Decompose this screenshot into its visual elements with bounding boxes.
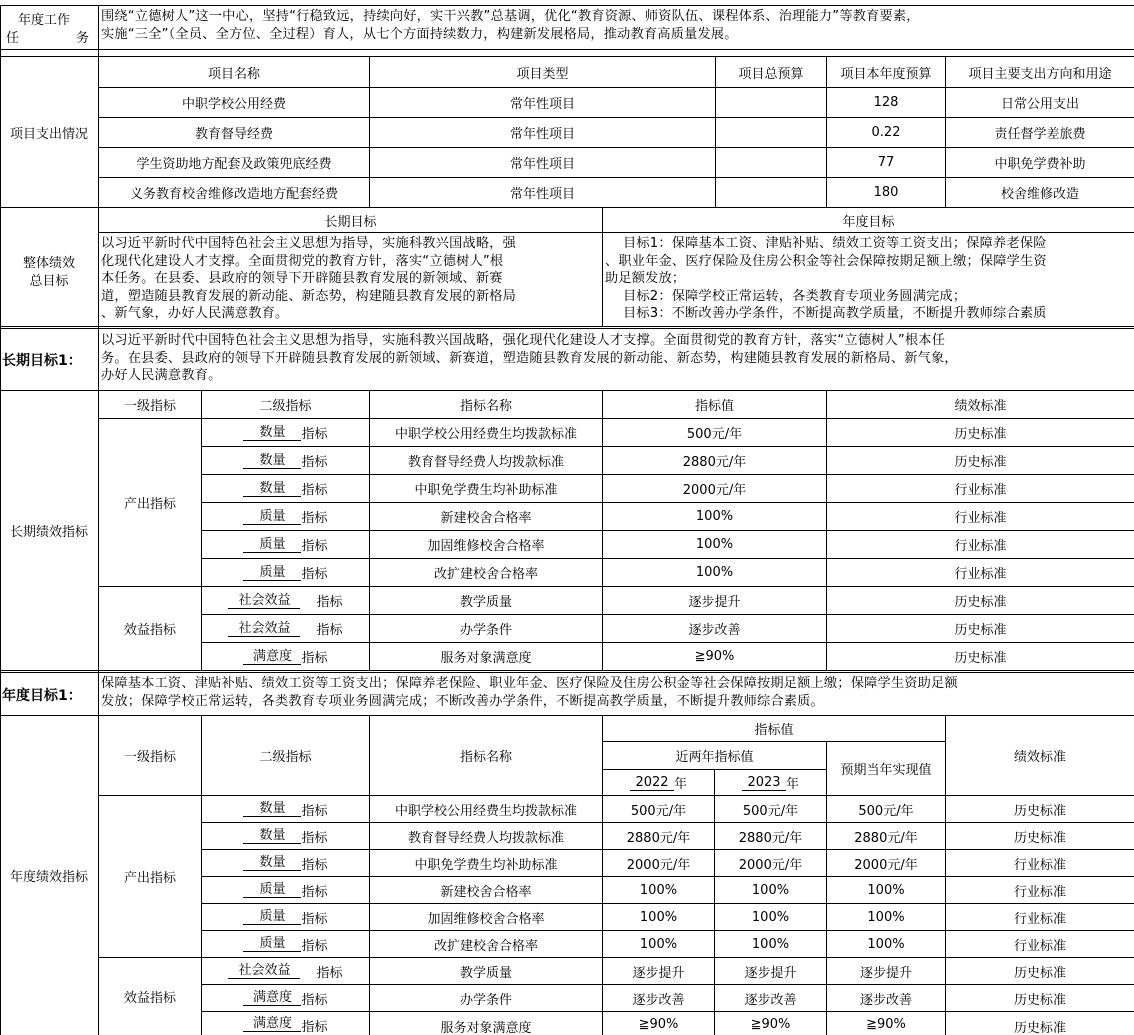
- annual-header-year-suffix: 年: [673, 777, 687, 792]
- annual-sub: [202, 958, 369, 984]
- annual-std: 历史标准: [1013, 1021, 1066, 1035]
- annual-header-year-2022: [603, 770, 714, 795]
- annual-sub: [202, 931, 369, 957]
- overall-long-line: 本任务。在县委、县政府的领导下开辟随县教育发展的新领域、新赛: [101, 271, 503, 286]
- long-term-goal-line: 务。在县委、县政府的领导下开辟随县教育发展的新领域、新赛道，塑造随县教育发展的新动能、新态势，构建随县教育发展的新格局、新气象，: [101, 350, 958, 366]
- annual-sub-suffix: 指标: [301, 938, 328, 954]
- annual-name: 教学质量: [459, 965, 512, 981]
- overall-goal-label: [0, 208, 98, 326]
- annual-v2022: 100%: [639, 909, 678, 925]
- grid-line: [826, 56, 827, 207]
- long-term-goal-line: 以习近平新时代中国特色社会主义思想为指导，实施科教兴国战略，强化现代化建设人才支撑。全面贯彻党的教育方针，落实“立德树人”根本任: [101, 333, 946, 348]
- grid-line: [826, 390, 827, 670]
- overall-long-line: 以习近平新时代中国特色社会主义思想为指导，实施科教兴国战略，强: [101, 236, 517, 251]
- grid-line: [99, 957, 1134, 958]
- overall-annual-line: 目标2：保障学校正常运转，各类教育专项业务圆满完成；: [623, 288, 967, 304]
- annual-v2022: 500元/年: [630, 803, 687, 819]
- annual-name: 办学条件: [459, 992, 512, 1008]
- annual-std: 行业标准: [1013, 857, 1066, 873]
- annual-expected: 100%: [867, 909, 905, 925]
- annual-sub-suffix: 指标: [301, 830, 328, 846]
- grid-line: [202, 502, 1134, 503]
- overall-annual-line: 目标3：不断改善办学条件，不断提高教学质量，不断提升教师综合素质: [623, 306, 1047, 321]
- annual-sub-type: 质量: [243, 936, 301, 952]
- project-name: 学生资助地方配套及政策兜底经费: [136, 157, 332, 172]
- project-name: 中职学校公用经费: [181, 97, 286, 112]
- overall-goal-label-line2: 总目标: [29, 274, 69, 289]
- project-total: [716, 148, 826, 177]
- long-sub-type: 质量: [243, 537, 301, 553]
- long-value: 逐步改善: [688, 623, 741, 638]
- grid-line: [0, 715, 1134, 716]
- project-total: [716, 178, 826, 207]
- annual-expected: 100%: [867, 882, 905, 898]
- annual-sub-type: 数量: [243, 855, 301, 871]
- long-group-benefit: 效益指标: [123, 623, 176, 638]
- long-sub-suffix: 指标: [316, 623, 343, 638]
- long-sub: [202, 587, 369, 614]
- annual-task-label-line2-left: 任: [6, 31, 20, 46]
- annual-v2022: 2880元/年: [626, 830, 691, 846]
- long-value: 100%: [695, 509, 734, 524]
- long-sub-type: 质量: [243, 509, 301, 525]
- annual-task-text: [99, 6, 1134, 50]
- annual-header-year-2022-value: 2022: [630, 775, 674, 791]
- grid-line: [202, 474, 1134, 475]
- annual-expected: 逐步改善: [859, 992, 912, 1008]
- long-header-name: 指标名称: [459, 399, 512, 414]
- project-annual: 128: [873, 95, 899, 110]
- project-name: 教育督导经费: [194, 127, 273, 142]
- annual-group-output: 产出指标: [123, 871, 176, 886]
- grid-line: [603, 769, 827, 770]
- annual-task-text-line1: 围绕“立德树人”这一中心，坚持“行稳致远，持续向好，实干兴教”总基调，优化“教育资源、师资队伍、课程体系、治理能力”等教育要素，: [101, 9, 920, 24]
- annual-sub: [202, 823, 369, 849]
- annual-task-text-line2: 实施“三全”（全员、全方位、全过程）育人，从七个方面持续数力，构建新发展格局，推动教育高质量发展。: [101, 26, 738, 42]
- annual-goal-text: [99, 673, 1134, 713]
- grid-line: [202, 930, 1134, 931]
- long-value: 500元/年: [686, 427, 743, 442]
- annual-sub-suffix: 指标: [316, 965, 343, 981]
- long-sub-suffix: 指标: [301, 427, 328, 442]
- long-value: 逐步提升: [688, 595, 741, 610]
- annual-v2023: 100%: [751, 909, 790, 925]
- annual-name: 教育督导经费人均拨款标准: [407, 830, 564, 846]
- long-sub-type: 质量: [243, 565, 301, 581]
- long-name: 中职学校公用经费生均拨款标准: [394, 427, 577, 442]
- long-term-goal-line: 办好人民满意教育。: [101, 368, 222, 383]
- annual-sub-type: 数量: [243, 828, 301, 844]
- annual-goal-line: 发放；保障学校正常运转，各类教育专项业务圆满完成；不断改善办学条件，不断提高教学质量，不断提升教师综合素质。: [101, 693, 824, 709]
- annual-name: 中职学校公用经费生均拨款标准: [394, 803, 577, 819]
- annual-v2023: 2000元/年: [738, 857, 803, 873]
- grid-line: [0, 670, 1134, 671]
- long-sub-suffix: 指标: [301, 511, 328, 526]
- grid-line: [369, 56, 370, 207]
- long-sub-type: 社会效益: [228, 593, 300, 609]
- grid-line: [0, 326, 1134, 327]
- grid-line: [714, 769, 715, 1035]
- grid-line: [201, 715, 202, 1035]
- annual-goal-line: 保障基本工资、津贴补贴、绩效工资等工资支出；保障养老保险、职业年金、医疗保险及住房公积金等社会保障按期足额上缴；保障学生资助足额: [101, 676, 958, 691]
- annual-expected: 2000元/年: [854, 857, 918, 873]
- long-sub-suffix: 指标: [301, 651, 328, 666]
- annual-sub: [202, 985, 369, 1011]
- annual-expected: 500元/年: [858, 803, 914, 819]
- annual-task-label-line2-right: 务: [76, 31, 90, 46]
- overall-long-header: 长期目标: [324, 214, 377, 230]
- grid-line: [202, 446, 1134, 447]
- annual-v2022: 逐步改善: [632, 992, 685, 1008]
- long-value: 100%: [695, 565, 734, 580]
- long-sub: [202, 559, 369, 586]
- project-use: 日常公用支出: [1000, 97, 1079, 112]
- project-annual: 0.22: [871, 125, 901, 140]
- annual-name: 中职免学费生均补助标准: [414, 857, 558, 873]
- grid-line: [99, 586, 1134, 587]
- annual-header-expected: 预期当年实现值: [840, 763, 932, 778]
- grid-line: [202, 876, 1134, 877]
- annual-sub-suffix: 指标: [301, 857, 328, 873]
- grid-line: [99, 795, 1134, 796]
- annual-v2022: 逐步提升: [632, 965, 685, 981]
- project-header-name: 项目名称: [207, 66, 260, 82]
- annual-std: 行业标准: [1013, 884, 1066, 900]
- grid-line: [202, 1011, 1134, 1012]
- grid-line: [369, 715, 370, 1035]
- annual-v2023: 2880元/年: [738, 830, 803, 846]
- annual-header-level2: 二级指标: [259, 750, 312, 765]
- project-header-annual: 项目本年度预算: [840, 66, 932, 82]
- long-sub-type: 数量: [243, 425, 301, 441]
- project-total: [716, 88, 826, 117]
- overall-annual-line: 、职业年金、医疗保险及住房公积金等社会保障按期足额上缴；保障学生资: [605, 253, 1047, 269]
- grid-line: [202, 849, 1134, 850]
- overall-annual-header: 年度目标: [842, 214, 895, 230]
- long-name: 教育督导经费人均拨款标准: [407, 455, 564, 470]
- annual-sub: [202, 904, 369, 930]
- grid-line: [0, 207, 1134, 208]
- long-header-value: 指标值: [694, 399, 734, 414]
- annual-sub-suffix: 指标: [301, 992, 328, 1008]
- annual-std: 历史标准: [1013, 965, 1066, 981]
- annual-v2022: 100%: [639, 882, 678, 898]
- long-header-level2: 二级指标: [259, 399, 312, 414]
- long-std: 历史标准: [954, 455, 1007, 470]
- long-std: 行业标准: [954, 511, 1007, 526]
- long-std: 历史标准: [954, 595, 1007, 610]
- long-sub: [202, 531, 369, 558]
- grid-line: [945, 56, 946, 207]
- annual-std: 行业标准: [1013, 911, 1066, 927]
- annual-name: 新建校舍合格率: [440, 884, 532, 900]
- annual-v2023: 100%: [751, 882, 790, 898]
- overall-long-line: 、新气象，办好人民满意教育。: [101, 306, 289, 321]
- annual-std: 行业标准: [1013, 938, 1066, 954]
- project-annual: 77: [877, 155, 895, 170]
- long-sub: [202, 643, 369, 670]
- long-name: 新建校舍合格率: [440, 511, 532, 526]
- grid-line: [99, 87, 1134, 88]
- annual-sub-type: 质量: [243, 882, 301, 898]
- annual-sub: [202, 877, 369, 903]
- project-annual: 180: [873, 185, 899, 200]
- grid-line: [715, 56, 716, 207]
- annual-v2022: 100%: [639, 936, 678, 952]
- grid-line: [602, 390, 603, 670]
- long-indicators-label: 长期绩效指标: [9, 525, 88, 540]
- annual-v2023: 逐步提升: [744, 965, 797, 981]
- grid-line: [99, 418, 1134, 419]
- long-std: 历史标准: [954, 623, 1007, 638]
- long-std: 历史标准: [954, 651, 1007, 666]
- project-type: 常年性项目: [509, 187, 575, 202]
- long-value: 2880元/年: [682, 455, 747, 470]
- grid-line: [201, 390, 202, 670]
- annual-std: 历史标准: [1013, 803, 1066, 819]
- long-sub-suffix: 指标: [301, 539, 328, 554]
- long-sub: [202, 503, 369, 530]
- grid-line: [0, 328, 1134, 329]
- annual-v2023: 500元/年: [742, 803, 799, 819]
- long-header-level1: 一级指标: [123, 399, 176, 414]
- overall-long-line: 化现代化建设人才支撑。全面贯彻党的教育方针，落实“立德树人”根: [101, 253, 504, 269]
- annual-sub: [202, 1012, 369, 1035]
- long-group-output: 产出指标: [123, 497, 176, 512]
- grid-line: [99, 147, 1134, 148]
- annual-header-year-2023: [715, 770, 826, 795]
- grid-line: [202, 984, 1134, 985]
- project-header-type: 项目类型: [516, 66, 569, 82]
- annual-sub-type: 社会效益: [228, 963, 300, 979]
- long-sub: [202, 475, 369, 502]
- grid-line: [826, 741, 827, 1035]
- project-header-use: 项目主要支出方向和用途: [968, 66, 1112, 82]
- annual-v2023: 100%: [751, 936, 790, 952]
- grid-line: [602, 207, 603, 326]
- grid-line: [602, 715, 603, 1035]
- long-sub-suffix: 指标: [301, 483, 328, 498]
- long-std: 历史标准: [954, 427, 1007, 442]
- annual-expected: 逐步提升: [859, 965, 912, 981]
- annual-sub-type: 质量: [243, 909, 301, 925]
- long-name: 办学条件: [459, 623, 512, 638]
- long-value: 100%: [695, 537, 734, 552]
- long-std: 行业标准: [954, 539, 1007, 554]
- annual-name: 服务对象满意度: [440, 1021, 532, 1035]
- grid-line: [0, 390, 1134, 391]
- long-sub-type: 社会效益: [228, 621, 300, 637]
- overall-goal-label-line1: 整体绩效: [22, 256, 75, 271]
- long-name: 中职免学费生均补助标准: [414, 483, 558, 498]
- annual-header-year-2023-value: 2023: [742, 775, 786, 791]
- project-total: [716, 118, 826, 147]
- grid-line: [0, 56, 1134, 57]
- project-type: 常年性项目: [509, 127, 575, 142]
- overall-long-line: 道，塑造随县教育发展的新动能、新态势，构建随县教育发展的新格局: [101, 288, 517, 304]
- annual-indicators-label: 年度绩效指标: [9, 870, 88, 885]
- grid-line: [603, 741, 946, 742]
- long-sub-type: 数量: [243, 453, 301, 469]
- project-use: 中职免学费补助: [994, 157, 1086, 172]
- annual-goal-label: 年度目标1：: [2, 688, 82, 704]
- overall-annual-line: 目标1：保障基本工资、津贴补贴、绩效工资等工资支出；保障养老保险: [623, 236, 1047, 251]
- grid-line: [0, 672, 1134, 673]
- project-expenditure-label: 项目支出情况: [9, 126, 88, 142]
- grid-line: [202, 903, 1134, 904]
- grid-line: [202, 530, 1134, 531]
- grid-line: [0, 5, 1134, 6]
- long-sub: [202, 419, 369, 446]
- long-name: 改扩建校舍合格率: [433, 567, 538, 582]
- long-sub-type: 满意度: [243, 649, 301, 665]
- annual-sub: [202, 850, 369, 876]
- grid-line: [0, 49, 1134, 50]
- grid-line: [945, 715, 946, 1035]
- annual-name: 改扩建校舍合格率: [433, 938, 538, 954]
- annual-header-year-suffix: 年: [785, 777, 799, 792]
- annual-header-std: 绩效标准: [1013, 750, 1066, 765]
- long-sub: [202, 447, 369, 474]
- annual-std: 历史标准: [1013, 830, 1066, 846]
- project-type: 常年性项目: [509, 157, 575, 172]
- annual-v2023: 逐步改善: [744, 992, 797, 1008]
- annual-v2023: ≧90%: [750, 1017, 791, 1032]
- grid-line: [202, 642, 1134, 643]
- long-header-std: 绩效标准: [954, 399, 1007, 414]
- grid-line: [202, 558, 1134, 559]
- grid-line: [99, 117, 1134, 118]
- annual-v2022: 2000元/年: [626, 857, 691, 873]
- annual-sub-suffix: 指标: [301, 911, 328, 927]
- annual-task-label-line1: 年度工作: [18, 13, 71, 28]
- annual-sub-type: 数量: [243, 801, 301, 817]
- annual-sub: [202, 796, 369, 822]
- grid-line: [202, 822, 1134, 823]
- annual-sub-suffix: 指标: [301, 803, 328, 819]
- annual-expected: ≧90%: [866, 1017, 906, 1032]
- annual-header-value: 指标值: [754, 723, 794, 738]
- long-sub-suffix: 指标: [316, 595, 343, 610]
- project-header-total: 项目总预算: [738, 66, 804, 82]
- project-type: 常年性项目: [509, 97, 575, 112]
- long-term-goal-label: 长期目标1：: [2, 353, 82, 369]
- grid-line: [99, 177, 1134, 178]
- annual-expected: 100%: [867, 936, 905, 952]
- annual-header-level1: 一级指标: [123, 750, 176, 765]
- annual-header-recent: 近两年指标值: [675, 750, 754, 765]
- grid-line: [202, 614, 1134, 615]
- grid-line: [369, 390, 370, 670]
- annual-group-benefit: 效益指标: [123, 991, 176, 1006]
- long-std: 行业标准: [954, 483, 1007, 498]
- annual-name: 加固维修校舍合格率: [427, 911, 545, 927]
- overall-long-text: [99, 233, 602, 326]
- annual-std: 历史标准: [1013, 992, 1066, 1008]
- grid-line: [0, 5, 1, 1035]
- long-value: ≧90%: [694, 649, 735, 664]
- long-sub-type: 数量: [243, 481, 301, 497]
- grid-line: [98, 5, 99, 1035]
- long-term-goal-text: [99, 330, 1134, 388]
- annual-sub-suffix: 指标: [301, 884, 328, 900]
- long-name: 服务对象满意度: [440, 651, 532, 666]
- long-sub-suffix: 指标: [301, 567, 328, 582]
- project-name: 义务教育校舍维修改造地方配套经费: [129, 187, 338, 202]
- long-sub-suffix: 指标: [301, 455, 328, 470]
- annual-v2022: ≧90%: [638, 1017, 679, 1032]
- overall-annual-line: 助足额发放；: [605, 271, 686, 286]
- annual-sub-type: 满意度: [243, 990, 301, 1006]
- project-use: 校舍维修改造: [1000, 187, 1079, 202]
- long-name: 加固维修校舍合格率: [427, 539, 545, 554]
- annual-task-label: [0, 6, 98, 48]
- long-name: 教学质量: [459, 595, 512, 610]
- annual-sub-type: 满意度: [243, 1016, 301, 1032]
- long-value: 2000元/年: [682, 483, 747, 498]
- long-sub: [202, 615, 369, 642]
- project-use: 责任督学差旅费: [994, 127, 1086, 142]
- grid-line: [99, 232, 1134, 233]
- annual-sub-suffix: 指标: [301, 1020, 328, 1035]
- overall-annual-text: [603, 233, 1134, 326]
- annual-header-name: 指标名称: [459, 750, 512, 765]
- long-std: 行业标准: [954, 567, 1007, 582]
- annual-expected: 2880元/年: [854, 830, 918, 846]
